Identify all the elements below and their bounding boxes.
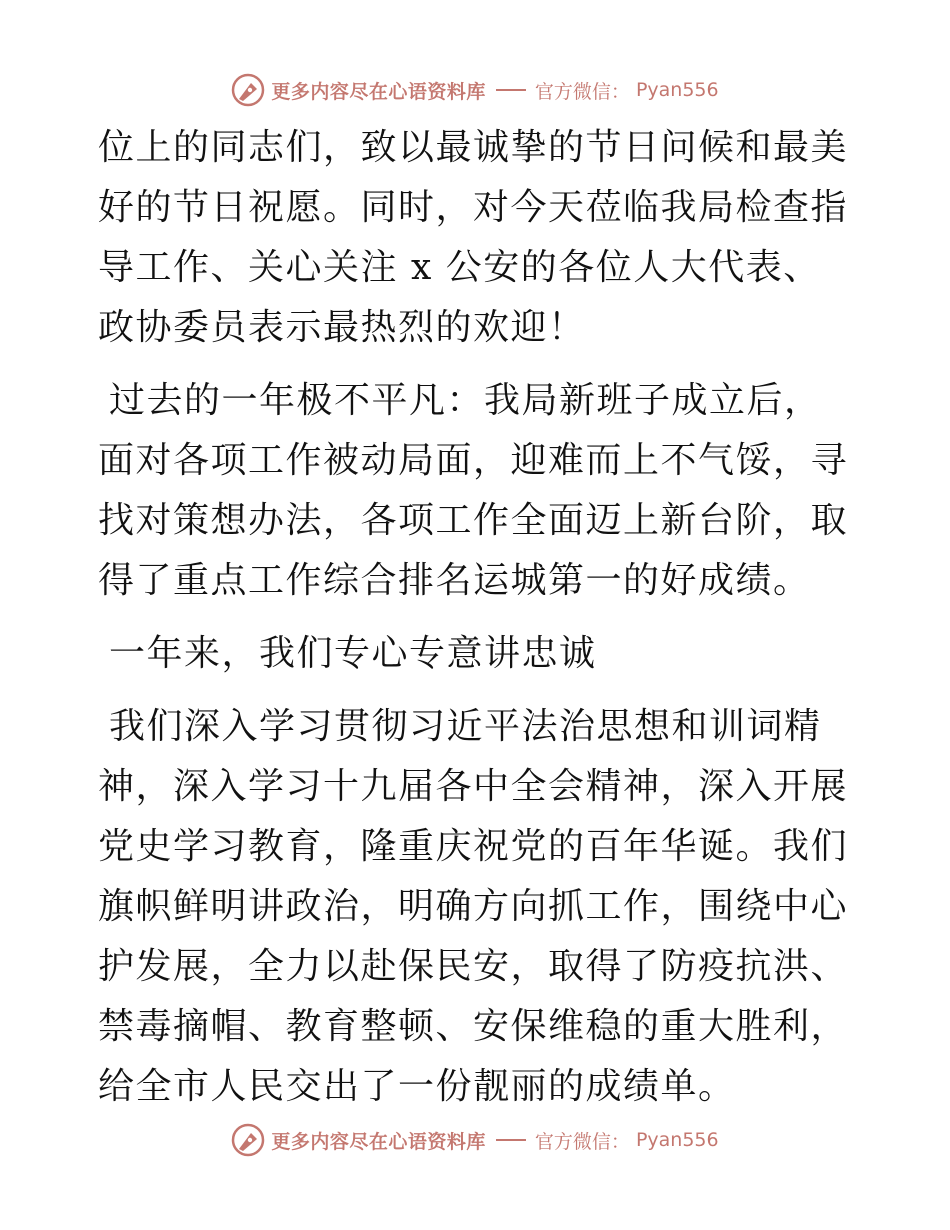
paragraph-past-year: 过去的一年极不平凡：我局新班子成立后，面对各项工作被动局面，迎难而上不气馁，寻找对策想办法，各项工作全面迈上新台阶，取得了重点工作综合排名运城第一的好成绩。 xyxy=(98,380,849,601)
promo-text: 更多内容尽在心语资料库 xyxy=(271,1130,486,1153)
footer-banner xyxy=(0,1120,950,1160)
wechat-id: Pyan556 xyxy=(635,79,719,101)
header-banner-content xyxy=(231,73,718,107)
wechat-label: 官方微信： xyxy=(534,1130,630,1153)
banner-dash xyxy=(496,1139,526,1141)
promo-text: 更多内容尽在心语资料库 xyxy=(271,80,486,103)
document-body xyxy=(98,118,858,1117)
paragraph-study: 我们深入学习贯彻习近平法治思想和训词精神，深入学习十九届各中全会精神，深入开展党史学习教育，隆重庆祝党的百年华诞。我们旗帜鲜明讲政治，明确方向抓工作，围绕中心护发展，全力以赴保民安，取得了防疫抗洪、禁毒摘帽、教育整顿、安保维稳的重大胜利，给全市人民交出了一份靓丽的成绩单。 xyxy=(98,706,849,1107)
header-banner xyxy=(0,70,950,110)
wechat-id: Pyan556 xyxy=(635,1129,719,1151)
pen-nib-logo-icon xyxy=(231,73,265,107)
paragraph-greeting: 位上的同志们，致以最诚挚的节日问候和最美好的节日祝愿。同时，对今天莅临我局检查指导工作、关心关注 x 公安的各位人大代表、政协委员表示最热烈的欢迎！ xyxy=(98,127,849,348)
footer-banner-content xyxy=(231,1123,718,1157)
paragraph-loyalty-heading: 一年来，我们专心专意讲忠诚 xyxy=(109,633,597,674)
banner-dash xyxy=(496,89,526,91)
wechat-label: 官方微信： xyxy=(534,80,630,103)
pen-nib-logo-icon xyxy=(231,1123,265,1157)
